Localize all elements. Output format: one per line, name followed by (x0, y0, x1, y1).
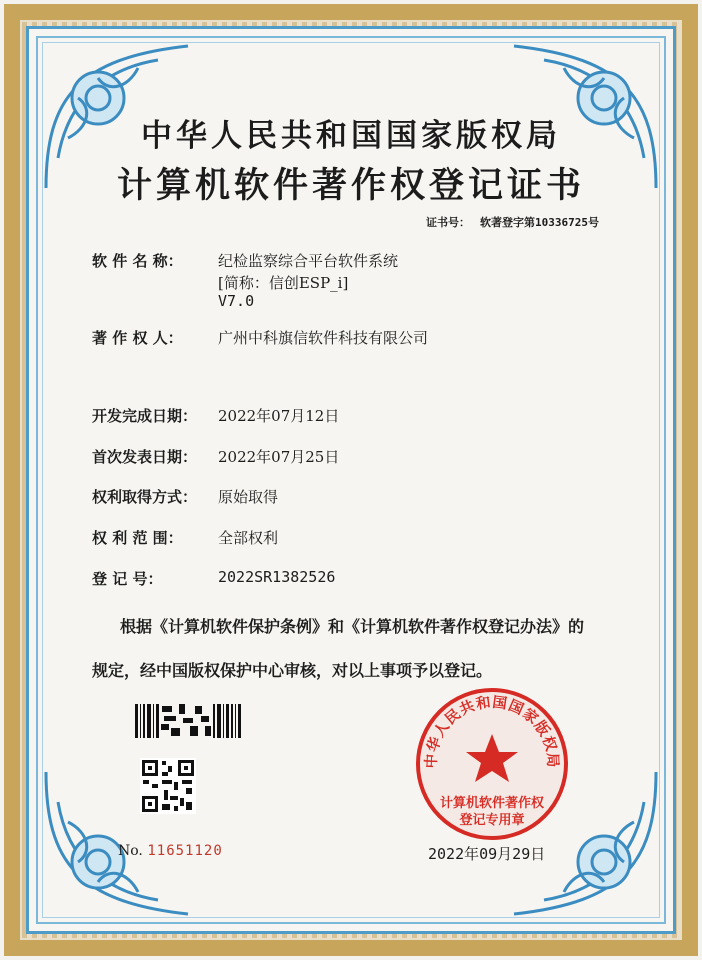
software-short-name: [简称：信创ESP_i] (218, 274, 349, 292)
serial-number (118, 843, 223, 859)
statement-line-1: 根据《计算机软件保护条例》和《计算机软件著作权登记办法》的 (120, 617, 585, 636)
software-name-value: 纪检监察综合平台软件系统 (218, 252, 399, 270)
registration-number: 2022SR1382526 (218, 568, 336, 586)
scope-value: 全部权利 (218, 529, 279, 547)
certificate-number-label: 证书号： (426, 216, 470, 229)
certificate-title: 计算机软件著作权登记证书 (116, 165, 585, 206)
qr-code (140, 758, 196, 814)
dev-date-value: 2022年07月12日 (218, 407, 340, 425)
owner-value: 广州中科旗信软件科技有限公司 (218, 329, 429, 347)
seal-line-2: 登记专用章 (459, 813, 525, 828)
certificate-number (426, 214, 609, 230)
pub-date-label: 首次发表日期： (92, 448, 198, 466)
acquire-value: 原始取得 (218, 488, 279, 506)
statement-line-2: 规定，经中国版权保护中心审核，对以上事项予以登记。 (92, 661, 493, 680)
registration-label: 登 记 号： (92, 570, 163, 588)
scope-label: 权 利 范 围： (92, 529, 183, 547)
serial-value: 11651120 (147, 843, 223, 859)
serial-prefix: No. (118, 843, 143, 859)
pub-date-value: 2022年07月25日 (218, 448, 340, 466)
owner-label: 著 作 权 人： (92, 329, 183, 347)
issuer-title: 中华人民共和国国家版权局 (141, 118, 561, 154)
dev-date-label: 开发完成日期： (92, 407, 198, 425)
official-seal (414, 686, 570, 842)
acquire-label: 权利取得方式： (92, 488, 198, 506)
software-version: V7.0 (218, 292, 255, 310)
seal-line-1: 计算机软件著作权 (439, 796, 544, 811)
certificate-number-value: 软著登字第10336725号 (480, 216, 599, 229)
seal-ring-text: 中华人民共和国国家版权局 (422, 693, 562, 769)
barcode (135, 704, 243, 738)
issue-date: 2022年09月29日 (428, 845, 546, 863)
software-name-label: 软 件 名 称： (92, 252, 183, 270)
